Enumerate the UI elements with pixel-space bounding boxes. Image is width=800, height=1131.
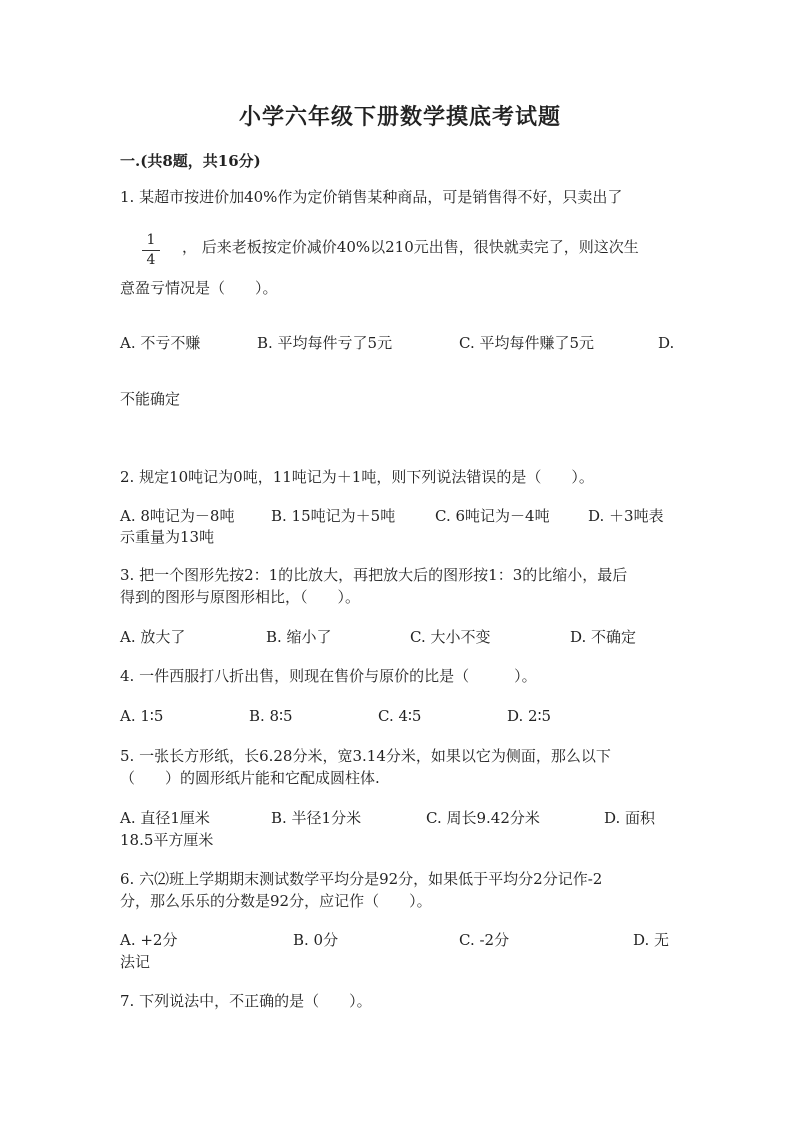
section-header: 一.(共8题，共16分) (120, 152, 261, 170)
question-2-option-c: C. 6吨记为－4吨 (435, 507, 550, 525)
question-3-line-1: 3. 把一个图形先按2：1的比放大，再把放大后的图形按1：3的比缩小，最后 (120, 566, 628, 584)
question-2-option-d-continued: 示重量为13吨 (120, 528, 215, 546)
fraction-bar (142, 250, 160, 251)
question-5-option-b: B. 半径1分米 (271, 809, 362, 827)
question-3-line-2: 得到的图形与原图形相比，（ ）。 (120, 588, 361, 606)
question-4-option-c: C. 4∶5 (378, 707, 422, 725)
question-6-line-1: 6. 六⑵班上学期期末测试数学平均分是92分，如果低于平均分2分记作-2 (120, 870, 603, 888)
question-6-option-a: A. +2分 (120, 931, 178, 949)
question-3-option-c: C. 大小不变 (410, 628, 491, 646)
question-3-option-b: B. 缩小了 (266, 628, 332, 646)
page-title: 小学六年级下册数学摸底考试题 (238, 104, 561, 130)
question-4-option-b: B. 8∶5 (249, 707, 293, 725)
question-2-option-d: D. ＋3吨表 (588, 507, 664, 525)
question-1-option-a: A. 不亏不赚 (120, 334, 201, 352)
question-4-option-d: D. 2∶5 (507, 707, 552, 725)
question-5-option-d-continued: 18.5平方厘米 (120, 831, 214, 849)
question-3-option-d: D. 不确定 (570, 628, 637, 646)
question-1-line-1: 1. 某超市按进价加40%作为定价销售某种商品，可是销售得不好，只卖出了 (120, 188, 623, 206)
question-1-line-3: 意盈亏情况是（ ）。 (120, 279, 278, 297)
question-6-option-d-continued: 法记 (120, 953, 151, 971)
question-1-option-d: D. (658, 334, 675, 352)
question-1-option-d-continued: 不能确定 (120, 390, 181, 408)
question-6-option-d: D. 无 (633, 931, 670, 949)
question-4-option-a: A. 1∶5 (120, 707, 164, 725)
question-5-line-2: （ ）的圆形纸片能和它配成圆柱体. (120, 769, 380, 787)
question-6-option-c: C. -2分 (459, 931, 510, 949)
fraction-one-quarter (140, 232, 162, 269)
question-3-option-a: A. 放大了 (120, 628, 186, 646)
question-5-line-1: 5. 一张长方形纸，长6.28分米，宽3.14分米，如果以它为侧面，那么以下 (120, 747, 611, 765)
question-6-line-2: 分，那么乐乐的分数是92分，应记作（ ）。 (120, 892, 432, 910)
question-7-stem: 7. 下列说法中，不正确的是（ ）。 (120, 992, 372, 1010)
question-5-option-c: C. 周长9.42分米 (426, 809, 540, 827)
question-5-option-a: A. 直径1厘米 (120, 809, 210, 827)
question-1-option-b: B. 平均每件亏了5元 (257, 334, 393, 352)
fraction-numerator: 1 (146, 232, 156, 248)
question-2-stem: 2. 规定10吨记为0吨，11吨记为＋1吨，则下列说法错误的是（ ）。 (120, 468, 594, 486)
fraction-denominator: 4 (146, 252, 156, 268)
question-2-option-a: A. 8吨记为－8吨 (120, 507, 235, 525)
question-2-option-b: B. 15吨记为＋5吨 (271, 507, 396, 525)
question-1-line-2: ， 后来老板按定价减价40%以210元出售，很快就卖完了，则这次生 (182, 238, 639, 256)
question-4-stem: 4. 一件西服打八折出售，则现在售价与原价的比是（ ）。 (120, 667, 537, 685)
question-6-option-b: B. 0分 (293, 931, 339, 949)
question-1-option-c: C. 平均每件赚了5元 (459, 334, 595, 352)
question-5-option-d: D. 面积 (604, 809, 656, 827)
